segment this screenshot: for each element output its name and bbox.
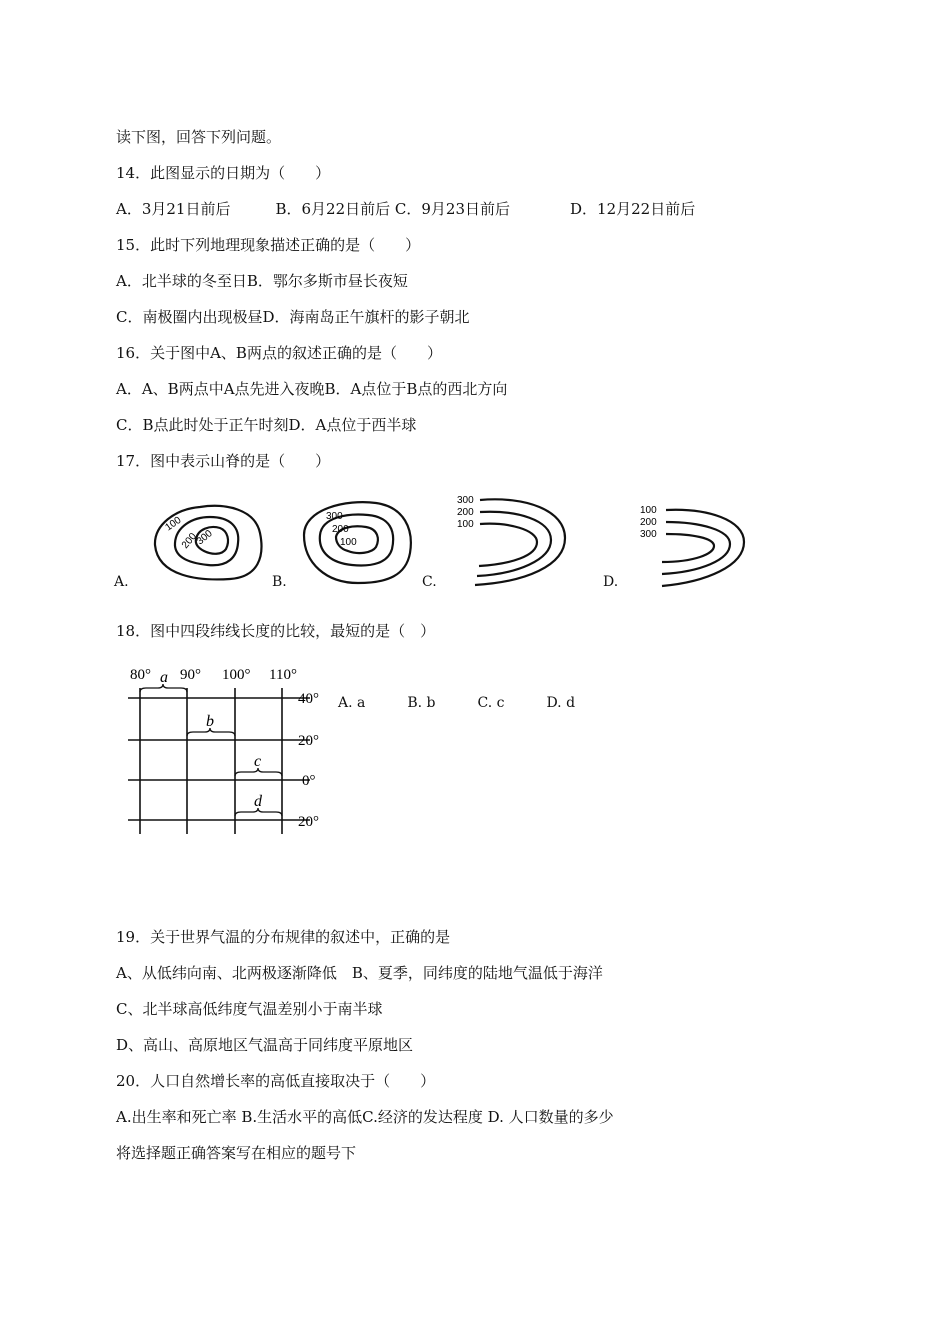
contour-diagram-b xyxy=(296,495,421,590)
q18-stem: 18．图中四段纬线长度的比较，最短的是（ ） xyxy=(116,622,436,640)
contour-c-label-1: 300 xyxy=(457,495,474,506)
segment-d-label: d xyxy=(254,793,262,810)
q16-options-cd: C．B点此时处于正午时刻D．A点位于西半球 xyxy=(116,416,417,434)
lon-label-90: 90° xyxy=(180,667,201,683)
lon-label-110: 110° xyxy=(269,667,297,683)
q17-label-d: D. xyxy=(603,574,619,590)
contour-d-label-3: 300 xyxy=(640,529,657,540)
contour-b-label-2: 200 xyxy=(332,524,349,535)
q19-stem: 19．关于世界气温的分布规律的叙述中，正确的是 xyxy=(116,928,451,946)
q15-stem: 15．此时下列地理现象描述正确的是（ ） xyxy=(116,236,421,254)
contour-b-label-3: 100 xyxy=(340,537,357,548)
q19-options-ab: A、从低纬向南、北两极逐渐降低 B、夏季，同纬度的陆地气温低于海洋 xyxy=(116,964,603,982)
q15-options-ab: A．北半球的冬至日B．鄂尔多斯市昼长夜短 xyxy=(116,272,408,290)
lon-label-100: 100° xyxy=(222,667,251,683)
q16-stem: 16．关于图中A、B两点的叙述正确的是（ ） xyxy=(116,344,442,362)
contour-a-label-1: 100 xyxy=(163,514,184,534)
lon-label-80: 80° xyxy=(130,667,151,683)
segment-a-label: a xyxy=(160,669,168,686)
q17-label-b: B. xyxy=(272,574,287,590)
contour-diagram-c xyxy=(455,490,575,590)
contour-b-label-1: 300 xyxy=(326,511,343,522)
q20-options: A.出生率和死亡率 B.生活水平的高低C.经济的发达程度 D. 人口数量的多少 xyxy=(116,1108,614,1126)
contour-diagram-a xyxy=(140,495,270,590)
contour-c-label-2: 200 xyxy=(457,507,474,518)
q19-option-d: D、高山、高原地区气温高于同纬度平原地区 xyxy=(116,1036,414,1054)
q18-options: A. a B. b C. c D. d xyxy=(338,695,576,711)
latitude-grid-diagram xyxy=(120,658,335,838)
intro-text: 读下图，回答下列问题。 xyxy=(116,128,282,146)
footer-instruction: 将选择题正确答案写在相应的题号下 xyxy=(116,1144,357,1162)
q16-options-ab: A．A、B两点中A点先进入夜晚B．A点位于B点的西北方向 xyxy=(116,380,508,398)
contour-d-label-2: 200 xyxy=(640,517,657,528)
q17-label-c: C. xyxy=(422,574,437,590)
lat-label-0: 0° xyxy=(302,773,316,789)
lat-label-20s: 20° xyxy=(298,814,319,830)
q17-label-a: A. xyxy=(114,574,129,590)
segment-b-label: b xyxy=(206,713,214,730)
q19-option-c: C、北半球高低纬度气温差别小于南半球 xyxy=(116,1000,383,1018)
q15-options-cd: C．南极圈内出现极昼D．海南岛正午旗杆的影子朝北 xyxy=(116,308,470,326)
q20-stem: 20．人口自然增长率的高低直接取决于（ ） xyxy=(116,1072,436,1090)
lat-label-40: 40° xyxy=(298,691,319,707)
segment-c-label: c xyxy=(254,753,262,770)
q17-stem: 17．图中表示山脊的是（ ） xyxy=(116,452,331,470)
contour-a-label-2: 200 xyxy=(179,531,200,551)
contour-diagram-d xyxy=(638,500,758,590)
contour-a-label-3: 300 xyxy=(194,528,215,548)
contour-d-label-1: 100 xyxy=(640,505,657,516)
q14-stem: 14．此图显示的日期为（ ） xyxy=(116,164,331,182)
q14-options: A．3月21日前后 B．6月22日前后 C．9月23日前后 D．12月22日前后 xyxy=(116,200,696,218)
lat-label-20n: 20° xyxy=(298,733,319,749)
contour-c-label-3: 100 xyxy=(457,519,474,530)
